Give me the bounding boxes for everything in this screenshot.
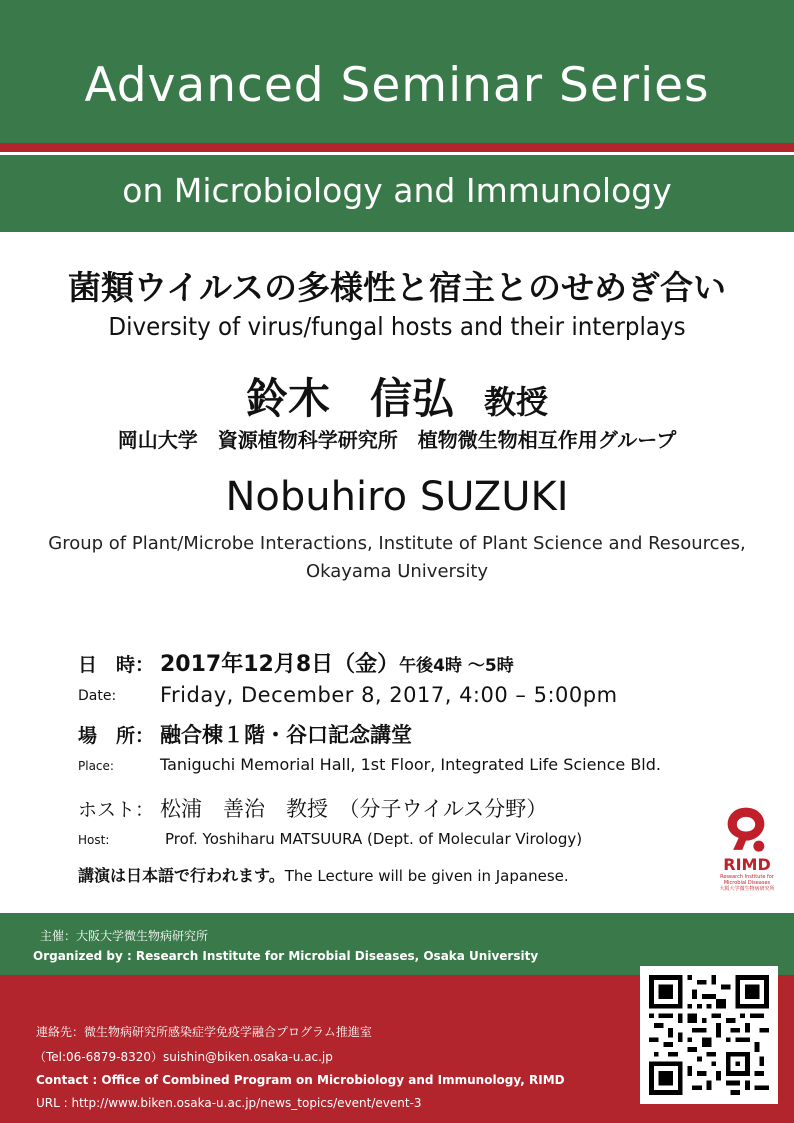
host-label-en: Host: bbox=[78, 833, 110, 847]
talk-title-jp: 菌類ウイルスの多様性と宿主とのせめぎ合い bbox=[67, 268, 727, 307]
series-title: Advanced Seminar Series bbox=[84, 58, 710, 113]
series-subtitle: on Microbiology and Immunology bbox=[122, 171, 672, 210]
lecture-language-note bbox=[78, 863, 569, 886]
qr-code-graphic bbox=[649, 975, 769, 1095]
host-value-jp: 松浦 善治 教授 （分子ウイルス分野） bbox=[160, 797, 548, 821]
place-label-en: Place: bbox=[78, 759, 114, 773]
talk-title-en: Diversity of virus/fungal hosts and their interplays bbox=[108, 312, 686, 341]
date-label-jp: 日 時： bbox=[78, 654, 155, 676]
speaker-name-jp bbox=[0, 366, 794, 426]
speaker-affiliation-en-line2: Okayama University bbox=[305, 561, 489, 582]
contact-phone-email: （Tel:06-6879-8320）suishin@biken.osaka-u.ac.jp bbox=[34, 1050, 333, 1064]
rimd-logo-icon bbox=[712, 804, 780, 859]
rimd-logo-line3: 大阪大学微生物病研究所 bbox=[719, 886, 775, 892]
contact-url[interactable]: URL : http://www.biken.osaka-u.ac.jp/news_topics/event/event-3 bbox=[36, 1096, 422, 1110]
speaker-affiliation-en bbox=[0, 530, 794, 586]
qr-code-icon bbox=[640, 966, 778, 1104]
date-jp-main: 2017年12月8日（金） bbox=[160, 652, 400, 677]
date-value-jp bbox=[160, 647, 514, 678]
contact-jp: 連絡先：微生物病研究所感染症学免疫学融合プログラム推進室 bbox=[36, 1025, 372, 1039]
date-value-en: Friday, December 8, 2017, 4:00 – 5:00pm bbox=[160, 683, 618, 707]
speaker-affiliation-en-line1: Group of Plant/Microbe Interactions, Institute of Plant Science and Resources, bbox=[48, 533, 746, 554]
speaker-family-name-jp: 鈴木 bbox=[245, 374, 330, 423]
header-banner bbox=[0, 0, 794, 143]
rimd-logo-subtext bbox=[712, 874, 782, 892]
speaker-title-jp: 教授 bbox=[484, 383, 549, 421]
date-label-en: Date: bbox=[78, 688, 117, 704]
lecture-note-en: The Lecture will be given in Japanese. bbox=[284, 867, 569, 885]
date-jp-time: 午後4時 ～5時 bbox=[399, 656, 514, 676]
rimd-logo-line1: Research Institute for bbox=[720, 874, 774, 880]
speaker-given-name-jp: 信弘 bbox=[369, 374, 454, 423]
place-label-jp: 場 所： bbox=[78, 725, 155, 747]
host-value-en: Prof. Yoshiharu MATSUURA (Dept. of Molecular Virology) bbox=[165, 830, 583, 848]
host-label-jp: ホスト： bbox=[78, 799, 155, 821]
header-subbanner bbox=[0, 155, 794, 232]
contact-en: Contact : Office of Combined Program on Microbiology and Immunology, RIMD bbox=[36, 1073, 565, 1087]
place-value-en: Taniguchi Memorial Hall, 1st Floor, Integrated Life Science Bld. bbox=[160, 755, 661, 774]
place-value-jp: 融合棟１階・谷口記念講堂 bbox=[160, 723, 412, 747]
rimd-logo-line2: Microbial Diseases bbox=[723, 880, 771, 886]
organizer-en: Organized by : Research Institute for Microbial Diseases, Osaka University bbox=[33, 949, 539, 963]
lecture-note-jp: 講演は日本語で行われます。 bbox=[78, 866, 285, 885]
speaker-affiliation-jp: 岡山大学 資源植物科学研究所 植物微生物相互作用グループ bbox=[117, 428, 677, 452]
rimd-logo-name: RIMD bbox=[723, 855, 771, 874]
organizer-jp: 主催：大阪大学微生物病研究所 bbox=[40, 929, 209, 943]
speaker-name-en: Nobuhiro SUZUKI bbox=[225, 474, 569, 520]
header-divider bbox=[0, 143, 794, 152]
